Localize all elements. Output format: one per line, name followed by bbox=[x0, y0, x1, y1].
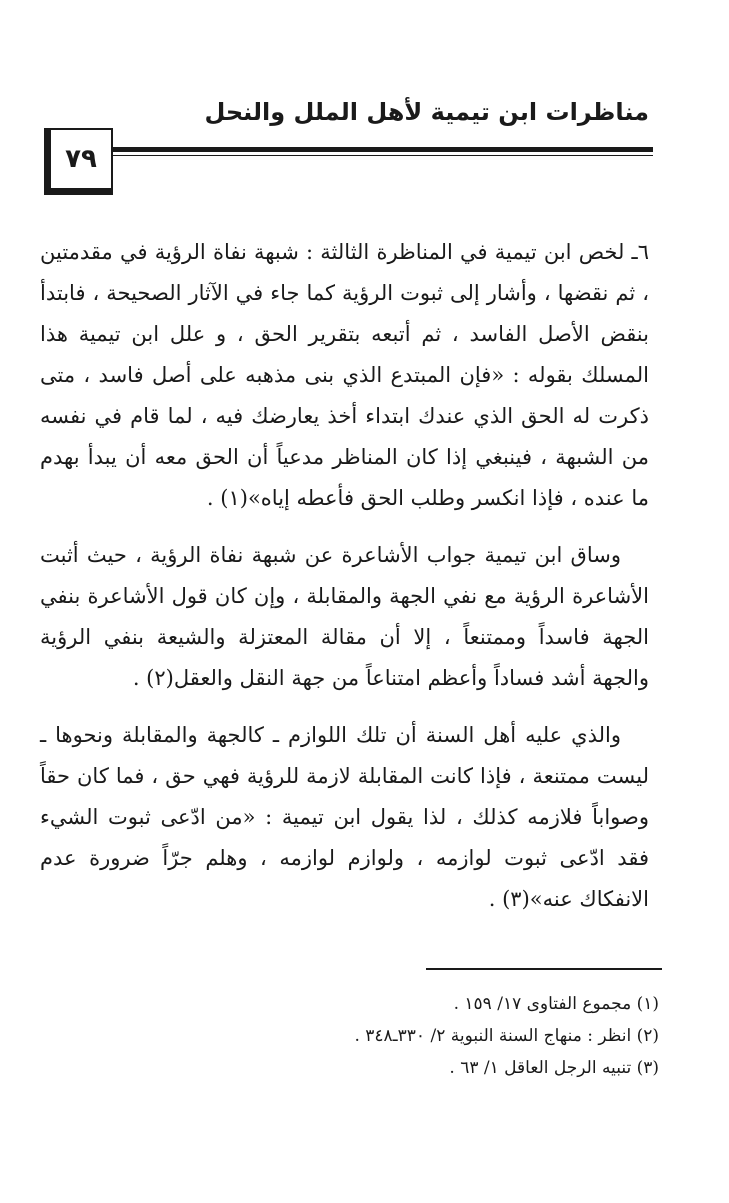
paragraph-1: ٦ـ لخص ابن تيمية في المناظرة الثالثة : شبهة نفاة الرؤية في مقدمتين ، ثم نقضها ، وأشار إلى ثبوت الرؤية كما جاء في الآثار الصحيحة ، فابتدأ بنقض الأصل الفاسد ، ثم أتبعه بتقرير الحق ، و علل ابن تيمية هذا المسلك بقوله : «فإن المبتدع الذي بنى مذهبه على أصل فاسد ، متى ذكرت له الحق الذي عندك ابتداء أخذ يعارضك فيه ، لما قام في نفسه من الشبهة ، فينبغي إذا كان المناظر مدعياً أن الحق معه أن يبدأ بهدم ما عنده ، فإذا انكسر وطلب الحق فأعطه إياه»(١) . bbox=[40, 240, 649, 510]
footnote-3: (٣) تنبيه الرجل العاقل ١/ ٦٣ . bbox=[449, 1058, 659, 1078]
footnote-1: (١) مجموع الفتاوى ١٧/ ١٥٩ . bbox=[453, 994, 659, 1014]
footnote-2: (٢) انظر : منهاج السنة النبوية ٢/ ٣٣٠ـ٣٤٨ . bbox=[354, 1026, 659, 1046]
footnotes bbox=[59, 988, 659, 1084]
paragraph-3: والذي عليه أهل السنة أن تلك اللوازم ـ كالجهة والمقابلة ونحوها ـ ليست ممتنعة ، فإذا كانت المقابلة لازمة للرؤية فهي حق ، فما كان حقاً وصواباً فلازمه كذلك ، لذا يقول ابن تيمية : «من ادّعى ثبوت الشيء فقد ادّعى ثبوت لوازمه ، ولوازم لوازمه ، وهلم جرّاً ضرورة عدم الانفكاك عنه»(٣) . bbox=[40, 723, 649, 911]
main-text bbox=[40, 232, 649, 920]
page-number: ٧٩ bbox=[44, 128, 113, 195]
footnote-separator bbox=[426, 968, 662, 970]
paragraph-2: وساق ابن تيمية جواب الأشاعرة عن شبهة نفاة الرؤية ، حيث أثبت الأشاعرة الرؤية مع نفي الجهة والمقابلة ، وإن كان قول الأشاعرة بنفي الجهة فاسداً وممتنعاً ، إلا أن مقالة المعتزلة والشيعة بنفي الرؤية والجهة أشد فساداً وأعظم امتناعاً من جهة النقل والعقل(٢) . bbox=[40, 543, 649, 690]
header-rule bbox=[112, 147, 653, 156]
book-title: مناظرات ابن تيمية لأهل الملل والنحل bbox=[204, 98, 649, 126]
